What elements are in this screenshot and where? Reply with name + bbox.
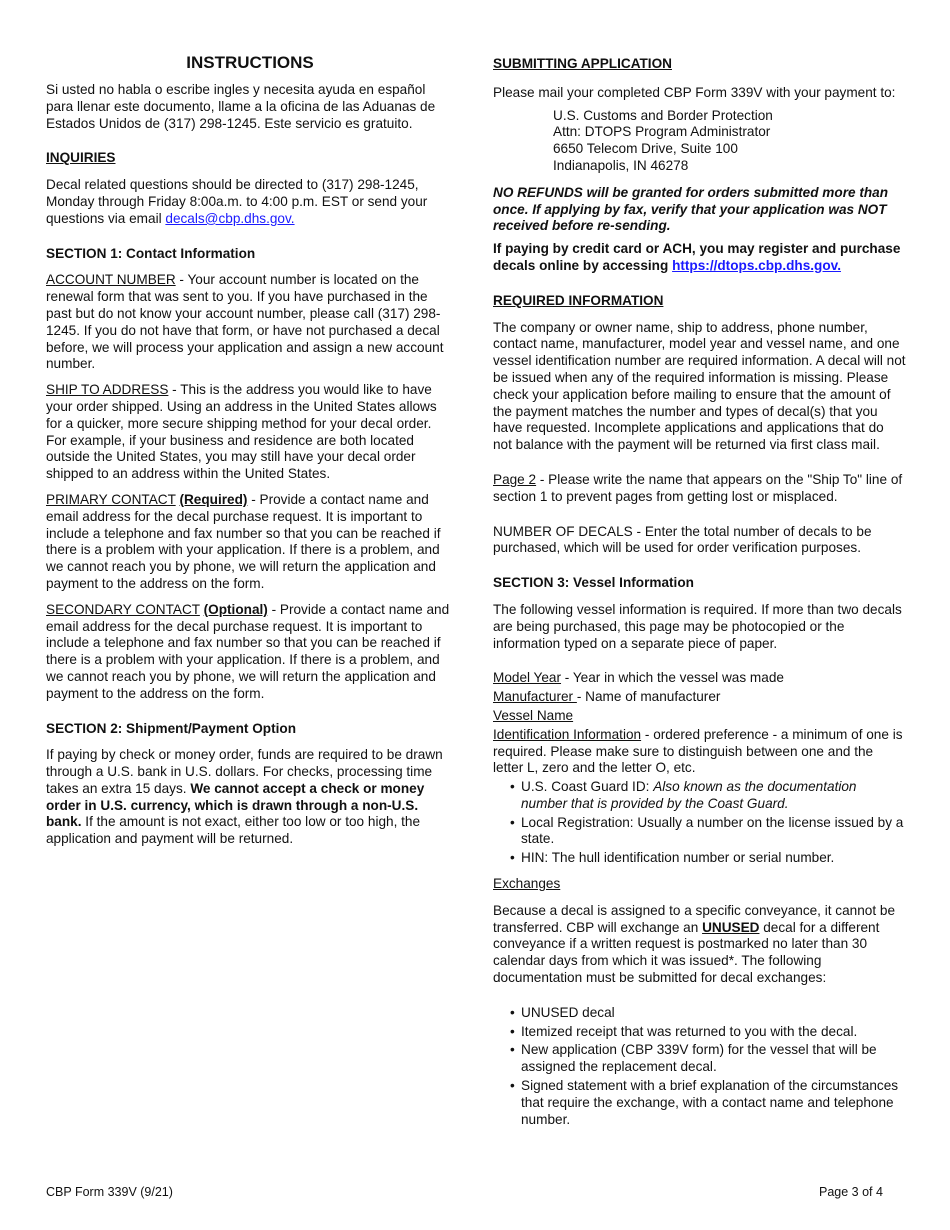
manufacturer-line — [493, 689, 906, 706]
vessel-fields — [493, 670, 906, 777]
primary-contact-label: PRIMARY CONTACT — [46, 491, 176, 507]
online-text: If paying by credit card or ACH, you may register and purchase decals online by accessing — [493, 241, 901, 273]
email-link[interactable]: decals@cbp.dhs.gov. — [165, 210, 295, 226]
required-text: The company or owner name, ship to address, phone number, contact name, manufacturer, model year and vessel name, and one vessel identification number are required information. A decal will not be issued when any of the required information is missing. Please check your application before mailing to ensure that the amount of the payment matches the number and types of decal(s) that you have requested. Incomplete applications and applications that do not balance with the payment will be returned via first class mail. — [493, 319, 906, 453]
page-number: Page 3 of 4 — [819, 1185, 883, 1199]
address-line: 6650 Telecom Drive, Suite 100 — [553, 141, 738, 157]
section2-heading: SECTION 2: Shipment/Payment Option — [46, 720, 296, 736]
address-line: Attn: DTOPS Program Administrator — [553, 124, 771, 140]
submitting-heading: SUBMITTING APPLICATION — [493, 56, 672, 71]
account-number-label: ACCOUNT NUMBER — [46, 272, 176, 288]
model-year-label: Model Year — [493, 670, 562, 686]
no-refunds-notice: NO REFUNDS will be granted for orders submitted more than once. If applying by fax, verify that your application was NOT received before re-sending. — [493, 184, 889, 234]
secondary-optional-label: (Optional) — [203, 601, 268, 617]
inquiries-text: Decal related questions should be directed to (317) 298-1245, Monday through Friday 8:00a.m. to 4:00 p.m. EST or send your questions via email — [46, 177, 428, 226]
list-item: • Itemized receipt that was returned to you with the decal. — [521, 1024, 906, 1041]
primary-required-label: (Required) — [179, 491, 248, 507]
list-item — [521, 779, 906, 813]
mailing-address — [553, 108, 906, 175]
right-column — [493, 52, 906, 1137]
primary-contact-text: - Provide a contact name and email address for the decal purchase request. It is important to include a telephone and fax number so that you can be reached if there is a problem with your application. If there is a problem, and we cannot reach you by phone, we will return the application and payment to the address on the form. — [46, 491, 441, 591]
address-line: Indianapolis, IN 46278 — [553, 157, 689, 173]
exchanges-heading: Exchanges — [493, 876, 561, 892]
exchanges-paragraph — [493, 903, 906, 987]
page2-label: Page 2 — [493, 471, 537, 487]
address-line: U.S. Customs and Border Protection — [553, 107, 773, 123]
inquiries-paragraph — [46, 177, 454, 227]
ship-to-text: - This is the address you would like to have your order shipped. Using an address in the United States allows for a quicker, more secure shipping method for your decal order. For example, if your business and residence are both located outside the United States, you may still have your decal order shipped to an address within the United States. — [46, 382, 437, 482]
list-item: • Signed statement with a brief explanation of the circumstances that require the exchange, with a contact name and telephone number. — [521, 1078, 906, 1128]
primary-contact-paragraph — [46, 492, 454, 593]
list-item: • New application (CBP 339V form) for the vessel that will be assigned the replacement decal. — [521, 1042, 906, 1076]
uscg-text: Also known as the documentation number that is provided by the Coast Guard. — [521, 779, 857, 811]
secondary-contact-paragraph — [46, 602, 454, 703]
list-item: • UNUSED decal — [521, 1005, 906, 1022]
dtops-link[interactable]: https://dtops.cbp.dhs.gov. — [672, 257, 841, 273]
model-year-line — [493, 670, 906, 687]
spanish-note: Si usted no habla o escribe ingles y necesita ayuda en español para llenar este documento, llame a la oficina de las Aduanas de Estados Unidos de (317) 298-1245. Este servicio es gratuito. — [46, 82, 436, 131]
identification-list — [493, 779, 906, 867]
secondary-contact-text: - Provide a contact name and email address for the decal purchase request. It is important to include a telephone and fax number so that you can be reached if there is a problem with your application. If there is a problem, and we cannot reach you by phone, we will return the application and payment to the address on the form. — [46, 601, 450, 701]
identification-text: - ordered preference - a minimum of one is required. Please make sure to distinguish between one and the letter L, zero and the letter O, etc. — [493, 726, 903, 776]
list-item: • HIN: The hull identification number or serial number. — [521, 850, 906, 867]
exchanges-text-2: decal for a different conveyance if a written request is postmarked no later than 30 calendar days from which it was issued*. The following documentation must be submitted for decal exchanges: — [493, 919, 880, 986]
list-item: • Local Registration: Usually a number on the license issued by a state. — [521, 815, 906, 849]
page2-paragraph — [493, 472, 906, 506]
form-number: CBP Form 339V (9/21) — [46, 1185, 173, 1199]
section3-intro: The following vessel information is required. If more than two decals are being purchased, this page may be photocopied or the information typed on a separate piece of paper. — [493, 601, 902, 651]
payment-paragraph — [46, 747, 454, 848]
model-year-text: - Year in which the vessel was made — [561, 670, 784, 686]
online-paragraph — [493, 241, 906, 275]
submitting-text: Please mail your completed CBP Form 339V with your payment to: — [493, 84, 896, 100]
payment-text-1: If paying by check or money order, funds are required to be drawn through a U.S. bank in U.S. dollars. For checks, processing time takes an extra 15 days. — [46, 747, 443, 796]
payment-bold-text: We cannot accept a check or money order in U.S. currency, which is drawn through a non-U.S. bank. — [46, 780, 425, 830]
section1-heading: SECTION 1: Contact Information — [46, 245, 256, 261]
number-of-decals-text: NUMBER OF DECALS - Enter the total number of decals to be purchased, which will be used for order verification purposes. — [493, 523, 872, 556]
section3-heading: SECTION 3: Vessel Information — [493, 575, 694, 591]
uscg-label: U.S. Coast Guard ID: — [521, 779, 654, 795]
identification-label: Identification Information — [493, 726, 642, 742]
exchanges-text-1: Because a decal is assigned to a specific conveyance, it cannot be transferred. CBP will exchange an — [493, 902, 896, 935]
payment-text-2: If the amount is not exact, either too low or too high, the application and payment will be returned. — [46, 814, 421, 847]
unused-label: UNUSED — [702, 919, 760, 935]
required-heading: REQUIRED INFORMATION — [493, 292, 664, 308]
left-column — [46, 52, 454, 857]
page2-text: - Please write the name that appears on the "Ship To" line of section 1 to prevent pages from getting lost or misplaced. — [493, 471, 903, 504]
ship-to-paragraph — [46, 382, 454, 483]
secondary-contact-label: SECONDARY CONTACT — [46, 601, 200, 617]
account-number-paragraph — [46, 272, 454, 373]
exchange-requirements-list — [493, 1005, 906, 1129]
vessel-name-label: Vessel Name — [493, 707, 574, 723]
ship-to-label: SHIP TO ADDRESS — [46, 382, 169, 398]
page-title: INSTRUCTIONS — [186, 53, 314, 72]
inquiries-heading: INQUIRIES — [46, 150, 116, 166]
manufacturer-text: - Name of manufacturer — [576, 689, 721, 705]
manufacturer-label: Manufacturer — [493, 689, 577, 705]
account-number-text: - Your account number is located on the renewal form that was sent to you. If you have purchased in the past but do not know your account number, please call (317) 298-1245. If you do not have that form, or have not purchased a decal before, we will process your application and assign a new account number. — [46, 272, 444, 372]
identification-line — [493, 727, 906, 777]
